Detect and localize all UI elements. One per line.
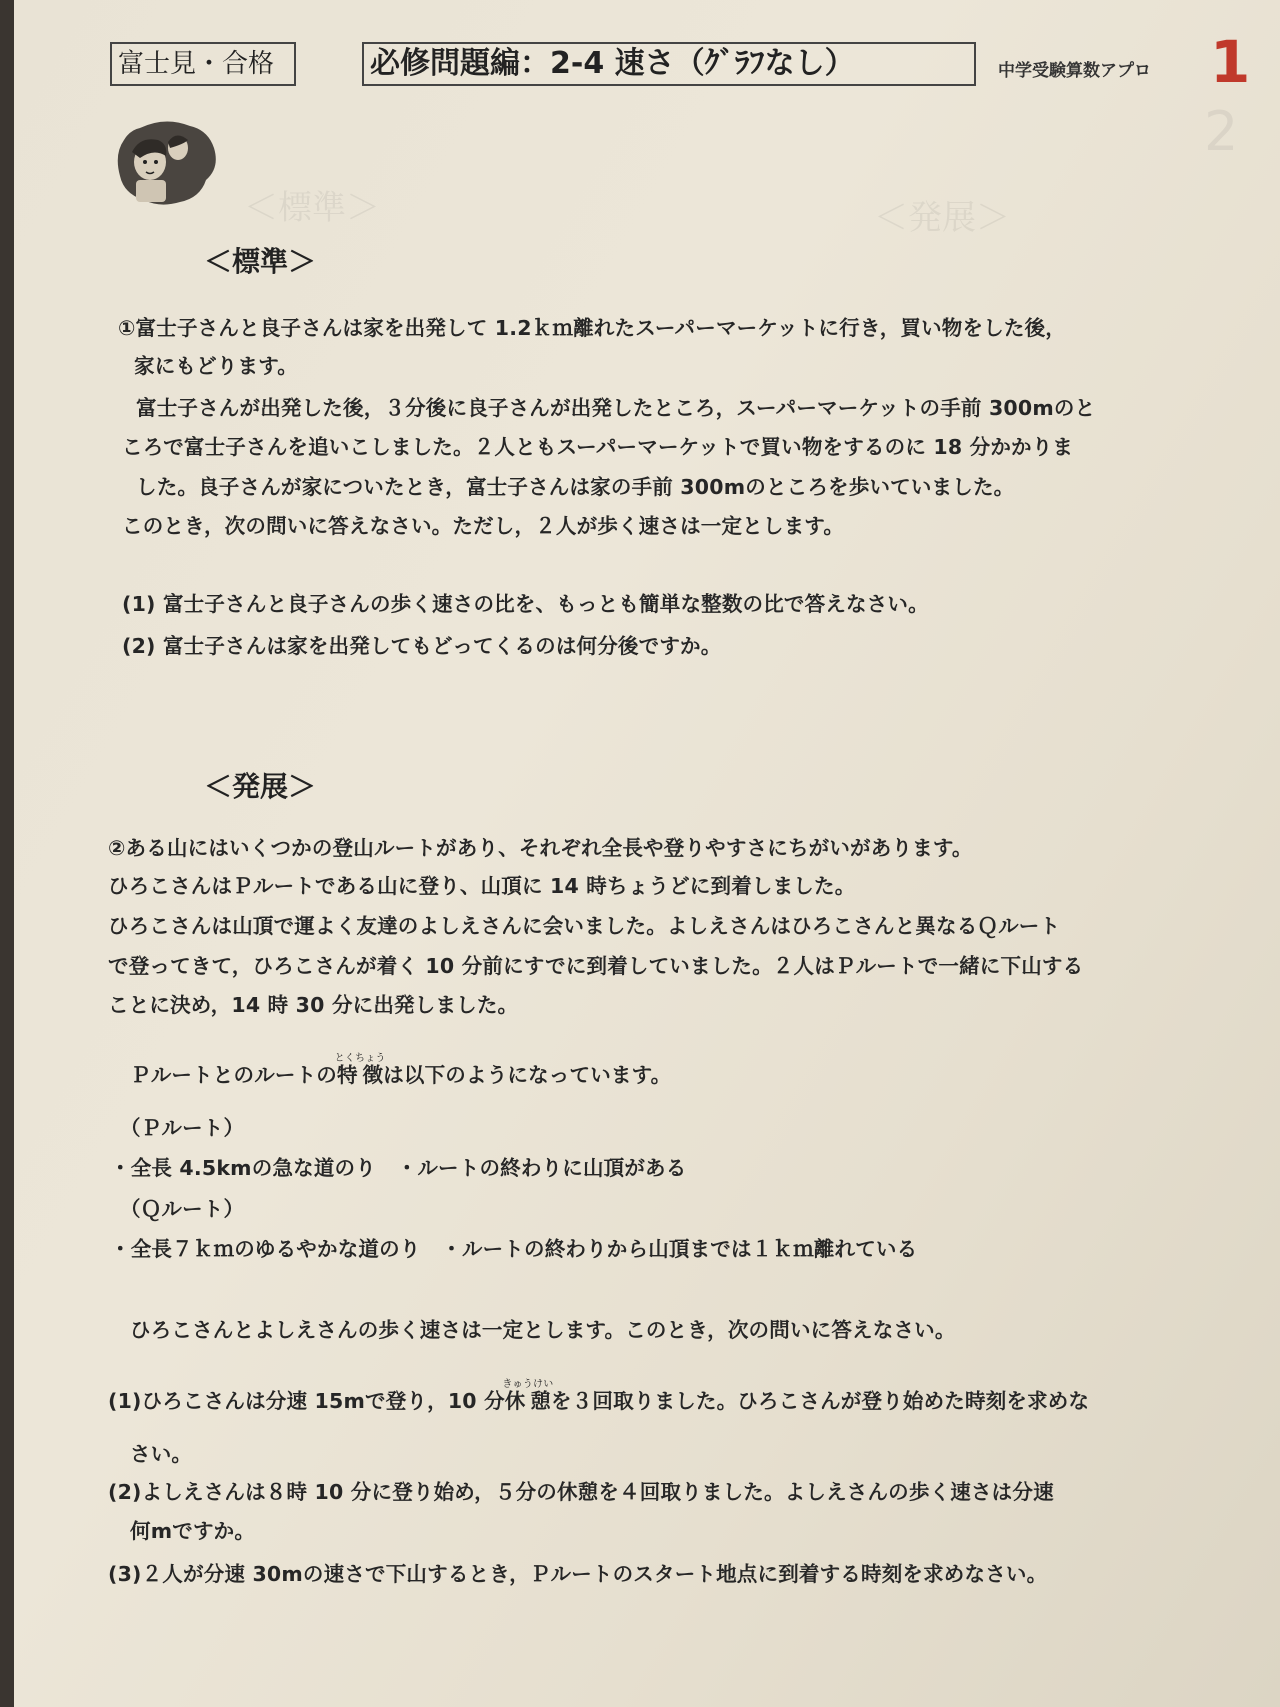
worksheet-title: 必修問題編：2-4 速さ（ｸﾞﾗﾌなし）: [362, 42, 976, 86]
problem-1-line-6: このとき，次の問いに答えなさい。ただし，２人が歩く速さは一定とします。: [122, 514, 845, 538]
problem-2-intro-line-2: ひろこさんはＰルートである山に登り、山頂に 14 時ちょうどに到着しました。: [108, 874, 856, 898]
p-route-label: （Ｐルート）: [120, 1116, 245, 1140]
problem-2-question-3: (3)２人が分速 30mの速さで下山するとき，Ｐルートのスタート地点に到着する時刻を求めなさい。: [108, 1562, 1048, 1586]
problem-2-intro-line-5: ことに決め，14 時 30 分に出発しました。: [108, 993, 519, 1017]
problem-2-intro-line-4: で登ってきて，ひろこさんが着く 10 分前にすでに到着していました。２人はＰルートで一緒に下山する: [108, 954, 1084, 978]
q-route-label: （Ｑルート）: [120, 1197, 245, 1221]
q-route-detail: ・全長７ｋｍのゆるやかな道のり ・ルートの終わりから山頂までは１ｋｍ離れている: [110, 1237, 918, 1261]
problem-2-question-2-cont: 何mですか。: [130, 1519, 256, 1543]
problem-1-line-2: 家にもどります。: [134, 354, 298, 378]
problem-2-intro-line-1: ②ある山にはいくつかの登山ルートがあり、それぞれ全長や登りやすさにちがいがあります。: [108, 836, 973, 860]
problem-2-intro-line-3: ひろこさんは山頂で運よく友達のよしえさんに会いました。よしえさんはひろこさんと異なるＱルート: [108, 914, 1061, 938]
problem-1-line-3: 富士子さんが出発した後，３分後に良子さんが出発したところ，スーパーマーケットの手前 300mのと: [136, 396, 1096, 420]
school-label: 富士見・合格: [110, 42, 296, 86]
section-heading-advanced: ＜発展＞: [204, 770, 317, 803]
route-features-intro: Ｐルートとのルートの特徴とくちょうは以下のようになっています。: [130, 1053, 672, 1087]
bleed-through-heading-2: ＜発展＞: [874, 198, 1010, 238]
problem-1-line-1: ①富士子さんと良子さんは家を出発して 1.2ｋｍ離れたスーパーマーケットに行き，買い物をした後，: [118, 316, 1067, 340]
problem-1-line-4: ころで富士子さんを追いこしました。２人ともスーパーマーケットで買い物をするのに 18 分かかりま: [122, 435, 1074, 459]
bleed-through-number: 2: [1204, 100, 1239, 163]
page-number: 1: [1210, 28, 1251, 96]
p-route-detail: ・全長 4.5kmの急な道のり ・ルートの終わりに山頂がある: [110, 1156, 687, 1180]
problem-2-question-2: (2)よしえさんは８時 10 分に登り始め，５分の休憩を４回取りました。よしえさんの歩く速さは分速: [108, 1480, 1054, 1504]
problem-2-condition: ひろこさんとよしえさんの歩く速さは一定とします。このとき，次の問いに答えなさい。: [130, 1318, 956, 1342]
problem-2-question-1: (1)ひろこさんは分速 15mで登り，10 分休憩きゅうけいを３回取りました。ひろこさんが登り始めた時刻を求めな: [108, 1379, 1090, 1413]
problem-2-question-1-cont: さい。: [130, 1442, 193, 1466]
worksheet-page: [14, 0, 1280, 1707]
problem-1-question-1: (1) 富士子さんと良子さんの歩く速さの比を、もっとも簡単な整数の比で答えなさい。: [122, 592, 929, 616]
bleed-through-heading: ＜標準＞: [244, 188, 380, 228]
problem-1-question-2: (2) 富士子さんは家を出発してもどってくるのは何分後ですか。: [122, 634, 722, 658]
mascot-girl-icon: [110, 118, 220, 208]
section-heading-standard: ＜標準＞: [204, 245, 317, 278]
publisher-name: 中学受験算数アプロ: [998, 61, 1151, 81]
problem-1-line-5: した。良子さんが家についたとき，富士子さんは家の手前 300mのところを歩いていました。: [136, 475, 1015, 499]
